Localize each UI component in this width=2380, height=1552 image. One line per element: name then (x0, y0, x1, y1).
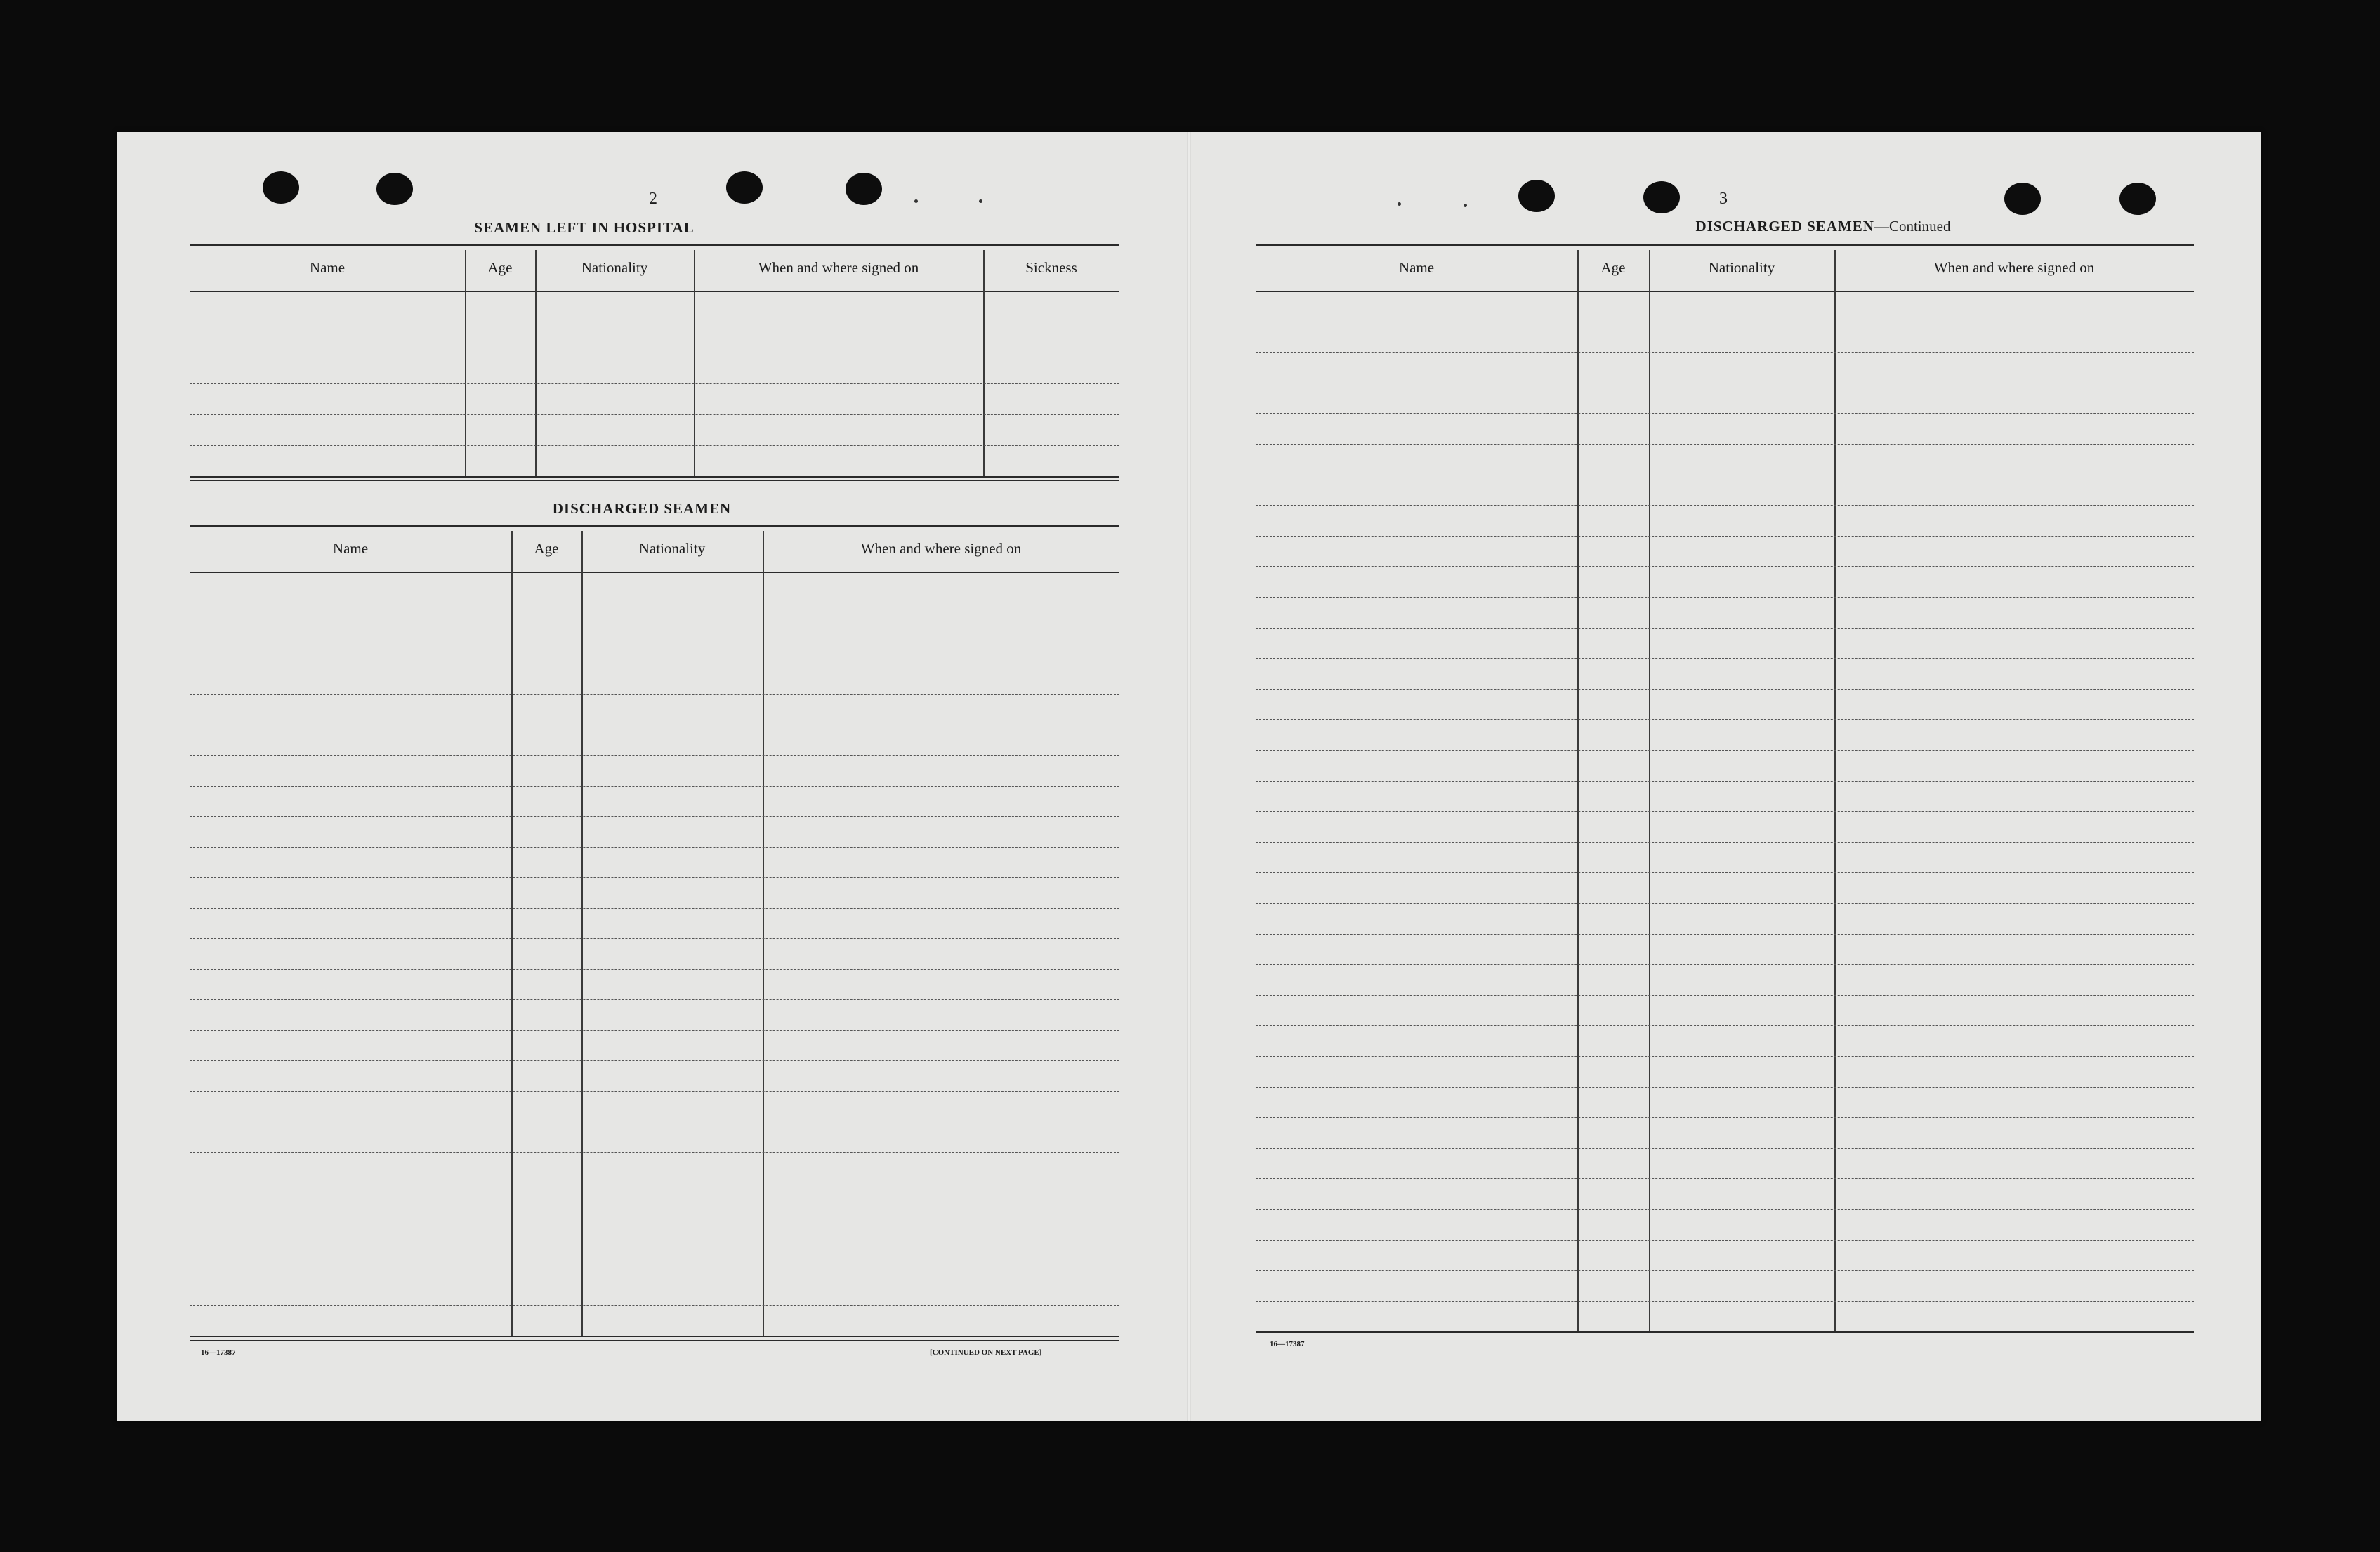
ledger-row (190, 1305, 1119, 1306)
column-divider (581, 531, 583, 1336)
column-header: Sickness (1025, 259, 1077, 276)
rule-line (1256, 244, 2194, 246)
ledger-row (1256, 1178, 2194, 1179)
column-header: When and where signed on (1933, 259, 2095, 276)
ledger-row (1256, 1148, 2194, 1149)
ledger-row (1256, 1087, 2194, 1088)
ledger-row (1256, 750, 2194, 751)
rule-line (190, 244, 1119, 246)
column-header: Name (309, 259, 346, 276)
ledger-row (1256, 995, 2194, 996)
bottom-rule (190, 480, 1119, 481)
punch-hole (726, 171, 763, 204)
header-rule (190, 572, 1119, 573)
ledger-row (1256, 689, 2194, 690)
ledger-row (1256, 1209, 2194, 1210)
punch-hole (2119, 183, 2156, 215)
column-divider (511, 531, 513, 1336)
ledger-row (1256, 781, 2194, 782)
speck (979, 199, 982, 203)
ledger-row (190, 877, 1119, 878)
ledger-row (1256, 566, 2194, 567)
discharged-table (190, 525, 1119, 1341)
ledger-row (1256, 842, 2194, 843)
center-fold (1187, 132, 1191, 1421)
column-header: When and where signed on (860, 540, 1022, 557)
column-header: Age (1600, 259, 1626, 276)
ledger-row (1256, 1240, 2194, 1241)
punch-hole (1643, 181, 1680, 213)
ledger-row (190, 908, 1119, 909)
form-number-right: 16—17387 (1270, 1340, 1305, 1348)
column-header: Nationality (638, 540, 706, 557)
column-divider (1834, 250, 1836, 1331)
ledger-row (1256, 1301, 2194, 1302)
ledger-row (190, 1091, 1119, 1092)
bottom-rule (190, 476, 1119, 478)
ledger-row (1256, 628, 2194, 629)
ledger-row (1256, 413, 2194, 414)
continued-note: [CONTINUED ON NEXT PAGE] (930, 1348, 1042, 1357)
discharged-continued-title (1402, 218, 2244, 235)
speck (914, 199, 918, 203)
ledger-row (1256, 964, 2194, 965)
ledger-row (190, 694, 1119, 695)
column-header: Name (1398, 259, 1435, 276)
ledger-row (1256, 444, 2194, 445)
ledger-row (190, 414, 1119, 415)
ledger-row (190, 445, 1119, 446)
punch-hole (846, 173, 882, 205)
form-number-left: 16—17387 (201, 1348, 236, 1357)
column-header: Age (487, 259, 513, 276)
ledger-row (1256, 1056, 2194, 1057)
ledger-row (1256, 505, 2194, 506)
column-divider (1577, 250, 1579, 1331)
bottom-rule (1256, 1331, 2194, 1333)
ledger-row (1256, 352, 2194, 353)
column-divider (535, 250, 537, 476)
continued-suffix: —Continued (1874, 218, 1951, 235)
ledger-row (190, 999, 1119, 1000)
speck (1398, 202, 1401, 206)
ledger-row (1256, 719, 2194, 720)
bottom-rule (190, 1340, 1119, 1341)
ledger-row (1256, 903, 2194, 904)
punch-hole (376, 173, 413, 205)
column-header: Nationality (1708, 259, 1775, 276)
column-header: Nationality (581, 259, 648, 276)
punch-hole (263, 171, 299, 204)
column-header: Age (534, 540, 559, 557)
header-rule (190, 291, 1119, 292)
ledger-row (190, 755, 1119, 756)
discharged-continued-table (1256, 244, 2194, 1333)
column-header: Name (332, 540, 369, 557)
column-divider (465, 250, 466, 476)
page-number-left: 2 (649, 190, 657, 208)
ledger-row (190, 847, 1119, 848)
punch-hole (1518, 180, 1555, 212)
ledger-row (190, 383, 1119, 384)
ledger-row (190, 1060, 1119, 1061)
rule-line (190, 525, 1119, 527)
ledger-row (1256, 658, 2194, 659)
discharged-section-title: DISCHARGED SEAMEN (552, 500, 732, 517)
ledger-row (1256, 934, 2194, 935)
ledger-row (1256, 872, 2194, 873)
discharged-continued-title-main: DISCHARGED SEAMEN (1695, 218, 1874, 235)
ledger-row (1256, 597, 2194, 598)
column-divider (763, 531, 764, 1336)
ledger-row (1256, 1270, 2194, 1271)
ledger-row (190, 938, 1119, 939)
ledger-row (190, 969, 1119, 970)
page-number-right: 3 (1719, 190, 1728, 208)
header-rule (1256, 291, 2194, 292)
ledger-row (190, 786, 1119, 787)
ledger-row (1256, 1025, 2194, 1026)
column-divider (983, 250, 985, 476)
bottom-rule (190, 1336, 1119, 1337)
ledger-row (190, 1030, 1119, 1031)
speck (1464, 204, 1467, 207)
hospital-section-title: SEAMEN LEFT IN HOSPITAL (474, 219, 695, 236)
ledger-row (190, 1152, 1119, 1153)
column-header: When and where signed on (758, 259, 919, 276)
column-divider (1649, 250, 1650, 1331)
punch-hole (2004, 183, 2041, 215)
column-divider (694, 250, 695, 476)
document-sheet (117, 132, 2261, 1421)
ledger-row (1256, 811, 2194, 812)
ledger-row (1256, 1117, 2194, 1118)
ledger-row (190, 816, 1119, 817)
ledger-row (1256, 536, 2194, 537)
